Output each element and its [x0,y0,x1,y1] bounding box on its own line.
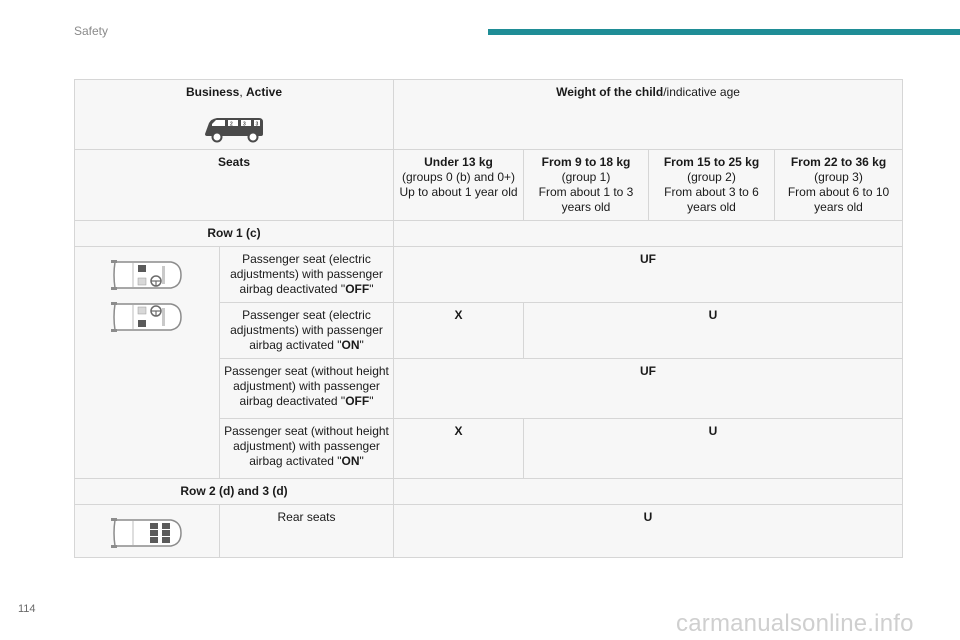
weight-header-bold: Weight of the child [556,85,664,99]
section-accent-bar [488,29,960,35]
seat-value: U [524,303,903,359]
seat-description-text: Passenger seat (electric adjustments) with passenger airbag deactivated " [230,252,383,296]
vehicle-separator: , [239,85,246,99]
seat-value: X [394,419,524,479]
group-cell [394,150,524,221]
seat-description-text: Passenger seat (electric adjustments) with passenger airbag activated " [230,308,383,352]
table-row [75,247,903,303]
seat-description [220,419,394,479]
seats-label: Seats [75,150,394,221]
airbag-state: ON [341,338,360,352]
row1-seat-image-cell [75,247,220,479]
seat-description [220,359,394,419]
table-row [75,505,903,558]
seat-description-text: Passenger seat (without height adjustment) with passenger airbag activated " [224,424,389,468]
svg-text:3: 3 [255,121,259,128]
seat-value: X [394,303,524,359]
page-number: 114 [18,603,36,615]
vehicle-name-1: Business [185,85,240,99]
group-name: (group 2) [687,170,736,184]
airbag-state: OFF [345,394,370,408]
rear-seats-icon [109,514,185,552]
svg-text:2: 2 [230,121,233,128]
rear-seat-image-cell [75,505,220,558]
group-weight: Under 13 kg [424,155,493,169]
airbag-state: ON [341,454,360,468]
group-weight: From 9 to 18 kg [541,155,631,169]
weight-header-cell [394,80,903,150]
group-age: From about 6 to 10 years old [787,185,890,214]
watermark: carmanualsonline.info [676,610,914,637]
rear-seats-label: Rear seats [220,505,394,558]
group-name: (group 1) [561,170,611,184]
table-row [75,479,903,505]
vehicle-header-cell [75,80,394,150]
section-title: Safety [74,24,109,38]
empty-cell [394,479,903,505]
seat-value: U [394,505,903,558]
seat-description-text: Passenger seat (without height adjustment) with passenger airbag deactivated " [224,364,389,408]
group-weight: From 22 to 36 kg [790,155,887,169]
row1-label: Row 1 (c) [75,221,394,247]
airbag-state: OFF [345,282,370,296]
empty-cell [394,221,903,247]
seat-description [220,303,394,359]
seat-description-close: " [369,394,374,408]
group-name: (groups 0 (b) and 0+) [401,170,516,184]
seat-value: UF [394,247,903,303]
weight-header-rest: /indicative age [663,85,740,99]
vehicle-name-2: Active [246,85,283,99]
group-cell [775,150,903,221]
group-weight: From 15 to 25 kg [663,155,760,169]
group-cell [649,150,775,221]
front-passenger-seat-icon [109,256,185,294]
seat-description-close: " [359,338,364,352]
svg-text:3: 3 [243,121,246,128]
seat-description-close: " [359,454,364,468]
group-age: Up to about 1 year old [399,185,518,199]
table-row [75,221,903,247]
seat-value: UF [394,359,903,419]
seat-description-close: " [369,282,374,296]
front-passenger-seat-alt-icon [109,298,185,336]
seat-value: U [524,419,903,479]
child-seat-table [74,79,903,558]
group-name: (group 3) [814,170,863,184]
group-cell [524,150,649,221]
table-header-row [75,80,903,150]
table-row [75,150,903,221]
van-side-icon [201,114,267,144]
group-age: From about 3 to 6 years old [664,185,759,214]
seat-description [220,247,394,303]
group-age: From about 1 to 3 years old [538,185,634,214]
row23-label: Row 2 (d) and 3 (d) [75,479,394,505]
